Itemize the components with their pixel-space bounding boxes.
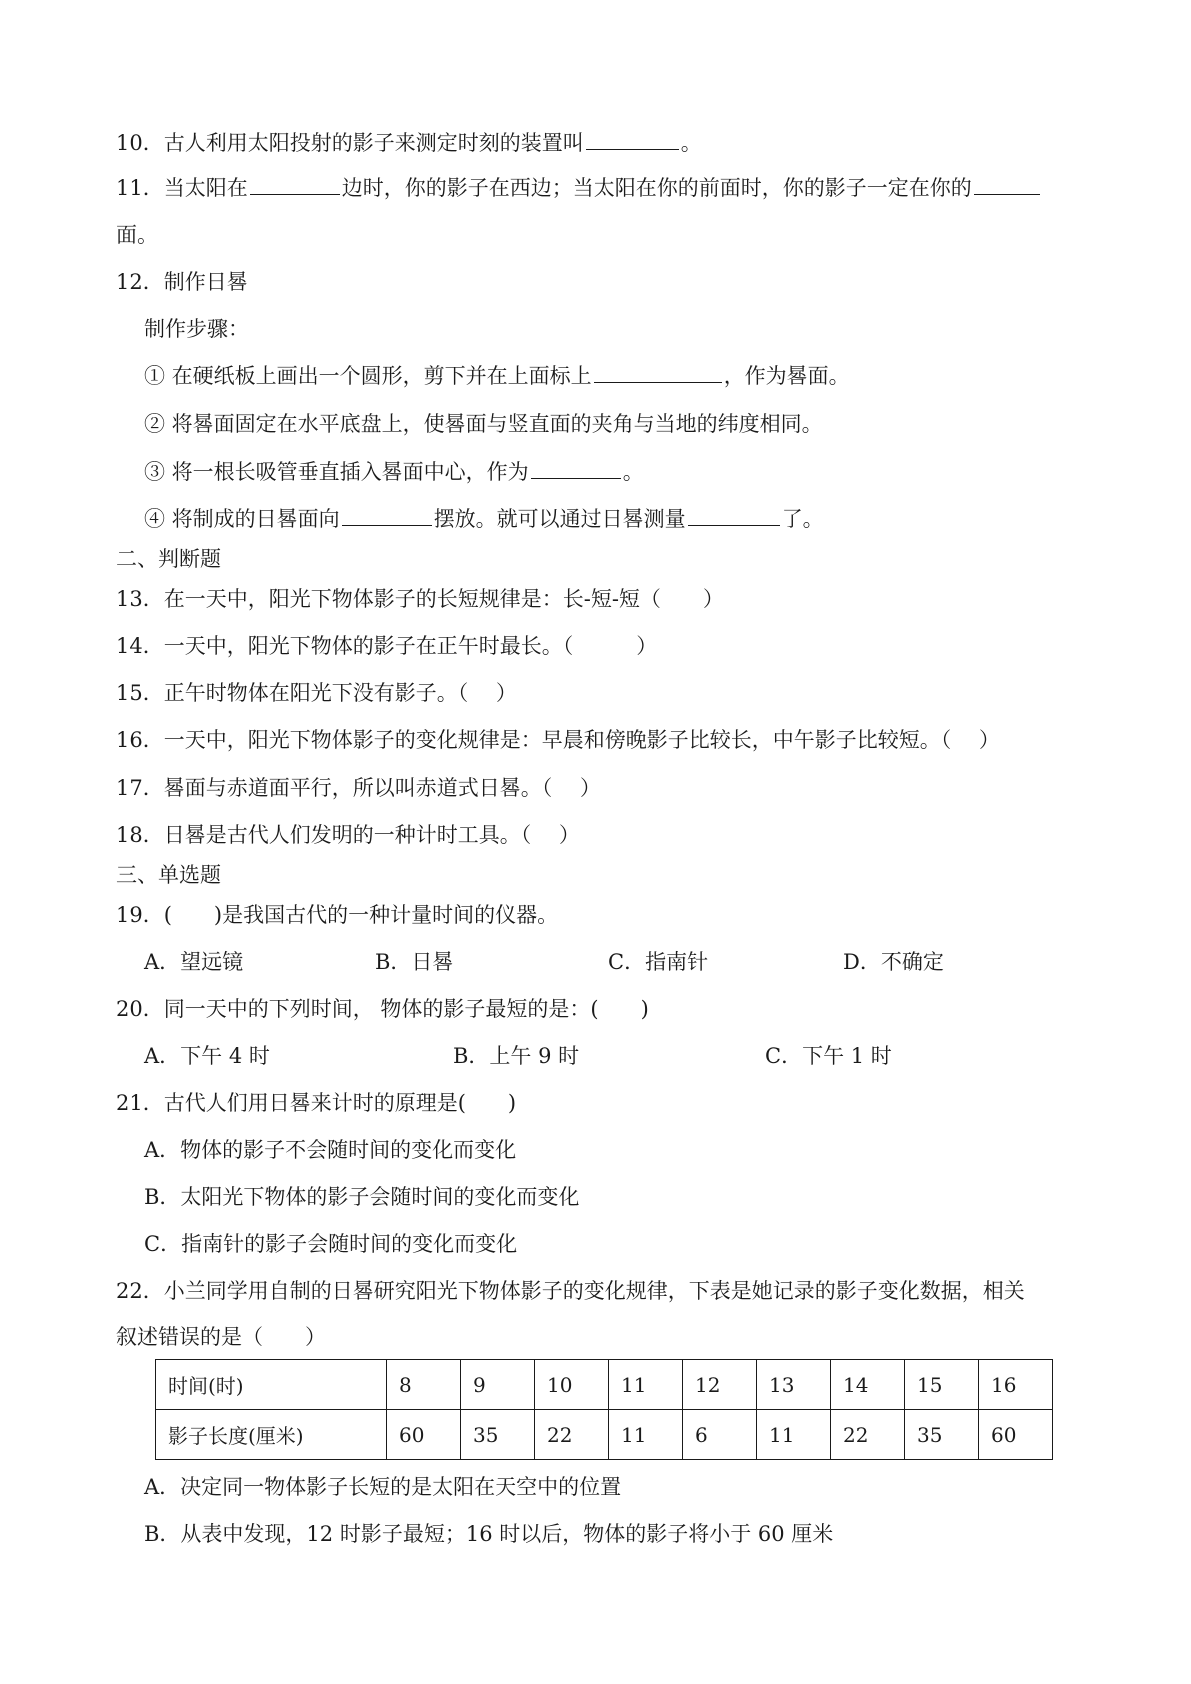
table-cell: 6: [683, 1410, 757, 1460]
table-header-time: 时间(时): [156, 1360, 387, 1410]
step-2: ② 将晷面固定在水平底盘上，使晷面与竖直面的夹角与当地的纬度相同。: [144, 412, 823, 436]
table-cell: 14: [831, 1360, 905, 1410]
table-header-length: 影子长度(厘米): [156, 1410, 387, 1460]
question-11: 11．当太阳在 边时，你的影子在西边；当太阳在你的前面时，你的影子一定在你的: [116, 174, 1042, 202]
table-cell: 11: [609, 1360, 683, 1410]
option-20c[interactable]: C．下午 1 时: [765, 1044, 892, 1068]
section-choice-heading: 三、单选题: [116, 863, 221, 887]
question-10: 10．古人利用太阳投射的影子来测定时刻的装置叫 。: [116, 131, 702, 155]
option-20b[interactable]: B．上午 9 时: [453, 1044, 580, 1068]
answer-blank[interactable]: [250, 174, 340, 195]
question-18: 18．日晷是古代人们发明的一种计时工具。（ ）: [116, 823, 580, 847]
option-22a[interactable]: A．决定同一物体影子长短的是太阳在天空中的位置: [144, 1475, 622, 1499]
table-cell: 22: [831, 1410, 905, 1460]
question-17: 17．晷面与赤道面平行，所以叫赤道式日晷。（ ）: [116, 776, 601, 800]
question-21: 21．古代人们用日晷来计时的原理是( ): [116, 1091, 517, 1115]
answer-blank[interactable]: [531, 458, 621, 479]
option-19d[interactable]: D．不确定: [843, 950, 944, 974]
step-3: ③ 将一根长吸管垂直插入晷面中心，作为 。: [144, 460, 644, 484]
table-cell: 16: [979, 1360, 1053, 1410]
table-cell: 22: [535, 1410, 609, 1460]
section-judge-heading: 二、判断题: [116, 547, 221, 571]
question-20: 20．同一天中的下列时间， 物体的影子最短的是：( ): [116, 997, 649, 1021]
table-cell: 60: [387, 1410, 461, 1460]
table-cell: 11: [757, 1410, 831, 1460]
answer-blank[interactable]: [342, 505, 432, 526]
table-cell: 9: [461, 1360, 535, 1410]
step-1: ① 在硬纸板上画出一个圆形，剪下并在上面标上 ，作为晷面。: [144, 364, 850, 388]
table-cell: 8: [387, 1360, 461, 1410]
table-cell: 10: [535, 1360, 609, 1410]
question-19: 19．( )是我国古代的一种计量时间的仪器。: [116, 903, 559, 927]
table-cell: 13: [757, 1360, 831, 1410]
answer-blank[interactable]: [586, 129, 679, 150]
question-11-cont: 面。: [116, 223, 158, 247]
answer-blank[interactable]: [688, 505, 780, 526]
table-cell: 11: [609, 1410, 683, 1460]
option-19b[interactable]: B．日晷: [375, 950, 454, 974]
table-cell: 35: [905, 1410, 979, 1460]
shadow-data-table: [155, 1359, 1053, 1460]
option-21b[interactable]: B．太阳光下物体的影子会随时间的变化而变化: [144, 1185, 580, 1209]
question-22-cont: 叙述错误的是（ ）: [116, 1325, 326, 1349]
step-4: ④ 将制成的日晷面向 摆放。就可以通过日晷测量 了。: [144, 507, 824, 531]
option-19a[interactable]: A．望远镜: [144, 950, 244, 974]
table-cell: 15: [905, 1360, 979, 1410]
question-14: 14．一天中，阳光下物体的影子在正午时最长。（ ）: [116, 634, 658, 658]
answer-blank[interactable]: [594, 362, 722, 383]
question-12-title: 12．制作日晷: [116, 270, 248, 294]
question-16: 16．一天中，阳光下物体影子的变化规律是：早晨和傍晚影子比较长，中午影子比较短。（ ）: [116, 728, 1000, 752]
question-22: 22．小兰同学用自制的日晷研究阳光下物体影子的变化规律，下表是她记录的影子变化数据，相关: [116, 1279, 1025, 1303]
answer-blank[interactable]: [974, 174, 1040, 195]
option-19c[interactable]: C．指南针: [608, 950, 709, 974]
question-15: 15．正午时物体在阳光下没有影子。（ ）: [116, 681, 517, 705]
option-21c[interactable]: C．指南针的影子会随时间的变化而变化: [144, 1232, 518, 1256]
option-20a[interactable]: A．下午 4 时: [144, 1044, 270, 1068]
option-21a[interactable]: A．物体的影子不会随时间的变化而变化: [144, 1138, 517, 1162]
steps-title: 制作步骤：: [144, 317, 249, 341]
question-13: 13．在一天中，阳光下物体影子的长短规律是：长-短-短（ ）: [116, 587, 724, 611]
table-cell: 60: [979, 1410, 1053, 1460]
table-cell: 12: [683, 1360, 757, 1410]
option-22b[interactable]: B．从表中发现，12 时影子最短；16 时以后，物体的影子将小于 60 厘米: [144, 1522, 834, 1546]
table-row: [156, 1360, 1053, 1410]
table-cell: 35: [461, 1410, 535, 1460]
table-row: [156, 1410, 1053, 1460]
